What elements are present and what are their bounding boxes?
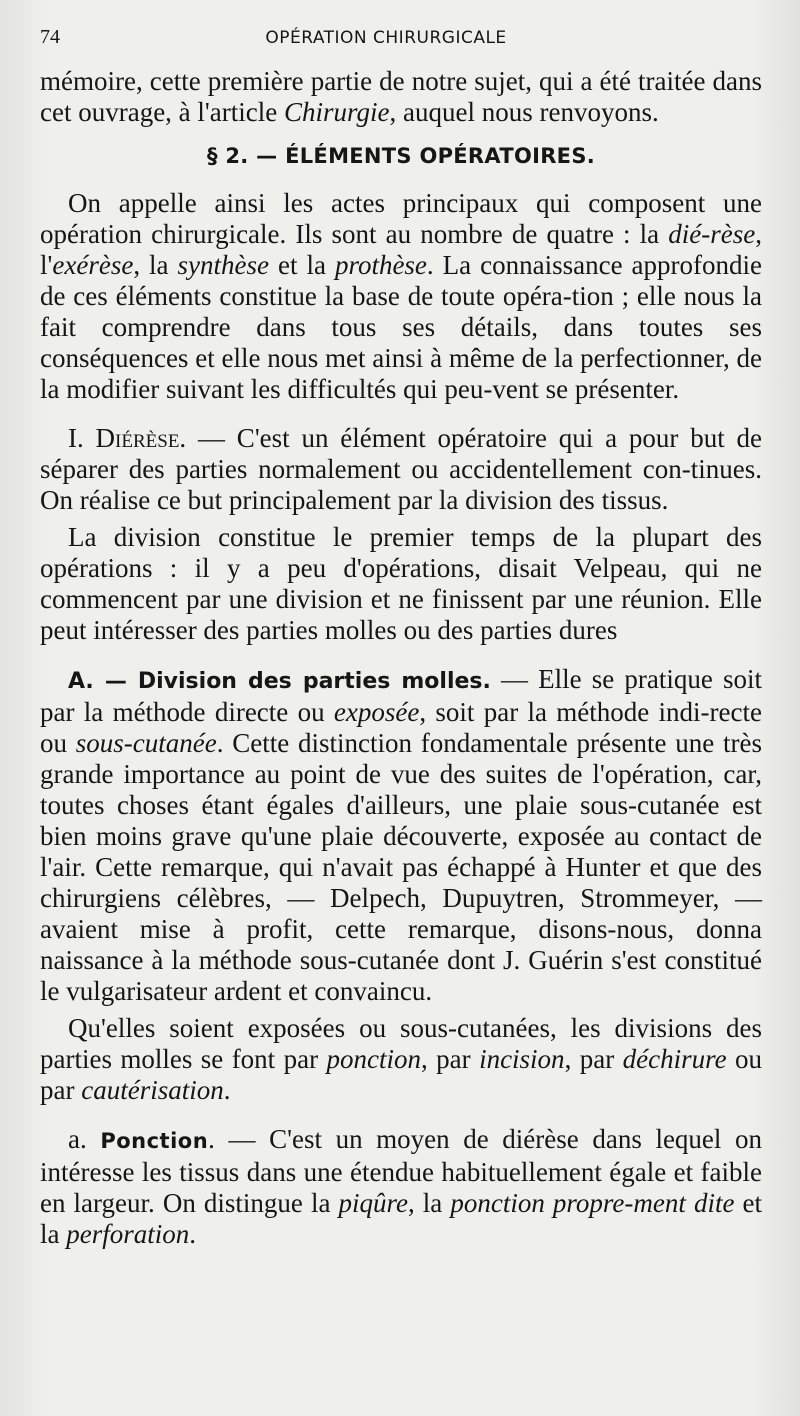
term-dierese: dié-rèse <box>668 219 756 249</box>
term-exerese: exérèse <box>52 250 134 280</box>
term-piqure: piqûre <box>338 1188 408 1218</box>
term-dechirure: déchirure <box>622 1044 727 1074</box>
term-ponction: ponction <box>326 1044 421 1074</box>
paragraph-continuation: mémoire, cette première partie de notre sujet, qui a été traitée dans cet ouvrage, à l'article Chirurgie, auquel nous renvoyons. <box>40 66 762 127</box>
subsection-label-dierese: I. Diérèse. <box>68 423 187 453</box>
page-number: 74 <box>40 26 60 48</box>
page-header <box>40 26 762 66</box>
term-exposee: exposée <box>333 697 420 727</box>
section-heading: § 2. — ÉLÉMENTS OPÉRATOIRES. <box>206 144 596 168</box>
subsection-label-parties-molles: A. — Division des parties molles. <box>68 669 491 694</box>
paragraph-ponction: a. Ponction. — C'est un moyen de diérèse dans lequel on intéresse les tissus dans une étendue habituellement égale et faible en largeur. On distingue la piqûre, la ponction propre-ment dite et la perforation. <box>40 1124 763 1249</box>
term-perforation: perforation <box>66 1219 190 1249</box>
paragraph-parties-molles: A. — Division des parties molles. — Elle se pratique soit par la méthode directe ou exposée, soit par la méthode indi-recte ou sous-cutanée. Cette distinction fondamentale présente une très grande importance au point de vue des suites de l'opération, car, toutes choses étant égales d'ailleurs, une plaie sous-cutanée est bien moins grave qu'une plaie découverte, exposée au contact de l'air. Cette remarque, qui n'avait pas échappé à Hunter et que des chirurgiens célèbres, — Delpech, Dupuytren, Strommeyer, — avaient mise à profit, cette remarque, disons-nous, donna naissance à la méthode sous-cutanée dont J. Guérin s'est constitué le vulgarisateur ardent et convaincu. <box>40 664 762 1006</box>
paragraph-elements: On appelle ainsi les actes principaux qui composent une opération chirurgicale. Ils sont au nombre de quatre : la dié-rèse, l'exérèse, la synthèse et la prothèse. La connaissance approfondie de ces éléments constitue la base de toute opéra-tion ; elle nous la fait comprendre dans tous ses détails, dans toutes ses conséquences et elle nous met ainsi à même de la perfectionner, de la modifier suivant les difficultés qui peu-vent se présenter. <box>40 188 762 404</box>
term-ponction-proprement-dite: ponction propre-ment dite <box>450 1188 735 1218</box>
term-chirurgie: Chirurgie <box>283 97 390 127</box>
paragraph-dierese: I. Diérèse. — C'est un élément opératoire qui a pour but de séparer des parties normalement ou accidentellement con-tinues. On réalise ce but principalement par la division des tissus. <box>40 423 762 515</box>
subsection-label-ponction: Ponction <box>100 1129 209 1153</box>
running-title: OPÉRATION CHIRURGICALE <box>265 28 507 48</box>
term-cauterisation: cautérisation <box>81 1075 224 1105</box>
paragraph-division: La division constitue le premier temps de la plupart des opérations : il y a peu d'opérations, disait Velpeau, qui ne commencent par une division et ne finissent par une réunion. Elle peut intéresser des parties molles ou des parties dures <box>40 522 762 645</box>
term-synthese: synthèse <box>177 250 269 280</box>
term-incision: incision <box>479 1044 565 1074</box>
term-sous-cutanee: sous-cutanée <box>75 728 217 758</box>
paragraph-modes-division: Qu'elles soient exposées ou sous-cutanées, les divisions des parties molles se font par ponction, par incision, par déchirure ou par cautérisation. <box>40 1013 763 1105</box>
term-prothese: prothèse <box>334 250 427 280</box>
